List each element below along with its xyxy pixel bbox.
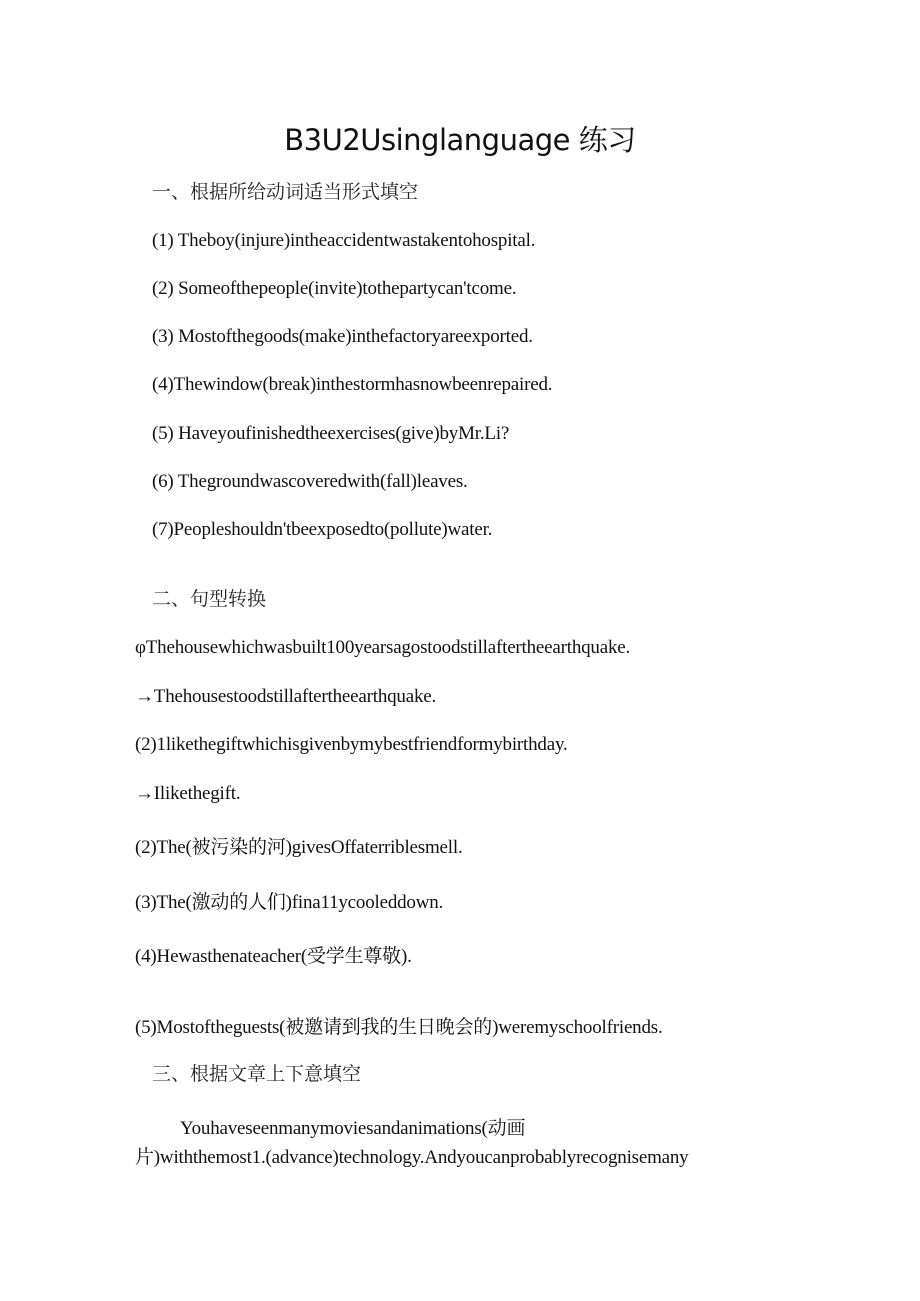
exercise-line: (3)The(激动的人们)fina11ycooleddown.: [135, 892, 444, 913]
exercise-line: (6) Thegroundwascoveredwith(fall)leaves.: [152, 471, 468, 492]
exercise-line: (2)The(被污染的河)givesOffaterriblesmell.: [135, 837, 463, 858]
exercise-line: (2)1likethegiftwhichisgivenbymybestfriendformybirthday.: [135, 734, 568, 755]
section-heading-fill-in-verbs: 一、根据所给动词适当形式填空: [152, 181, 419, 203]
exercise-line: (2) Someofthepeople(invite)tothepartycan'tcome.: [152, 278, 517, 299]
exercise-line: (5)Mostoftheguests(被邀请到我的生日晚会的)weremyschoolfriends.: [135, 1017, 663, 1038]
exercise-line: (7)Peopleshouldn'tbeexposedto(pollute)water.: [152, 519, 493, 540]
exercise-line: φThehousewhichwasbuilt100yearsagostoodstillaftertheearthquake.: [135, 637, 631, 658]
exercise-line: →Ilikethegift.: [135, 783, 241, 804]
paragraph-line: Youhaveseenmanymoviesandanimations(动画: [180, 1118, 526, 1139]
exercise-line: (4)Thewindow(break)inthestormhasnowbeenrepaired.: [152, 374, 553, 395]
exercise-line: (4)Hewasthenateacher(受学生尊敬).: [135, 946, 412, 967]
section-heading-cloze: 三、根据文章上下意填空: [152, 1063, 362, 1085]
exercise-line: →Thehousestoodstillaftertheearthquake.: [135, 686, 437, 707]
page-title: B3U2Usinglanguage 练习: [284, 123, 636, 157]
exercise-line: (3) Mostofthegoods(make)inthefactoryareexported.: [152, 326, 533, 347]
exercise-line: (1) Theboy(injure)intheaccidentwastakentohospital.: [152, 230, 536, 251]
section-heading-sentence-transformation: 二、句型转换: [152, 588, 267, 610]
exercise-line: (5) Haveyoufinishedtheexercises(give)byMr.Li?: [152, 423, 510, 444]
paragraph-line: 片)withthemost1.(advance)technology.Andyoucanprobablyrecognisemany: [135, 1147, 689, 1168]
